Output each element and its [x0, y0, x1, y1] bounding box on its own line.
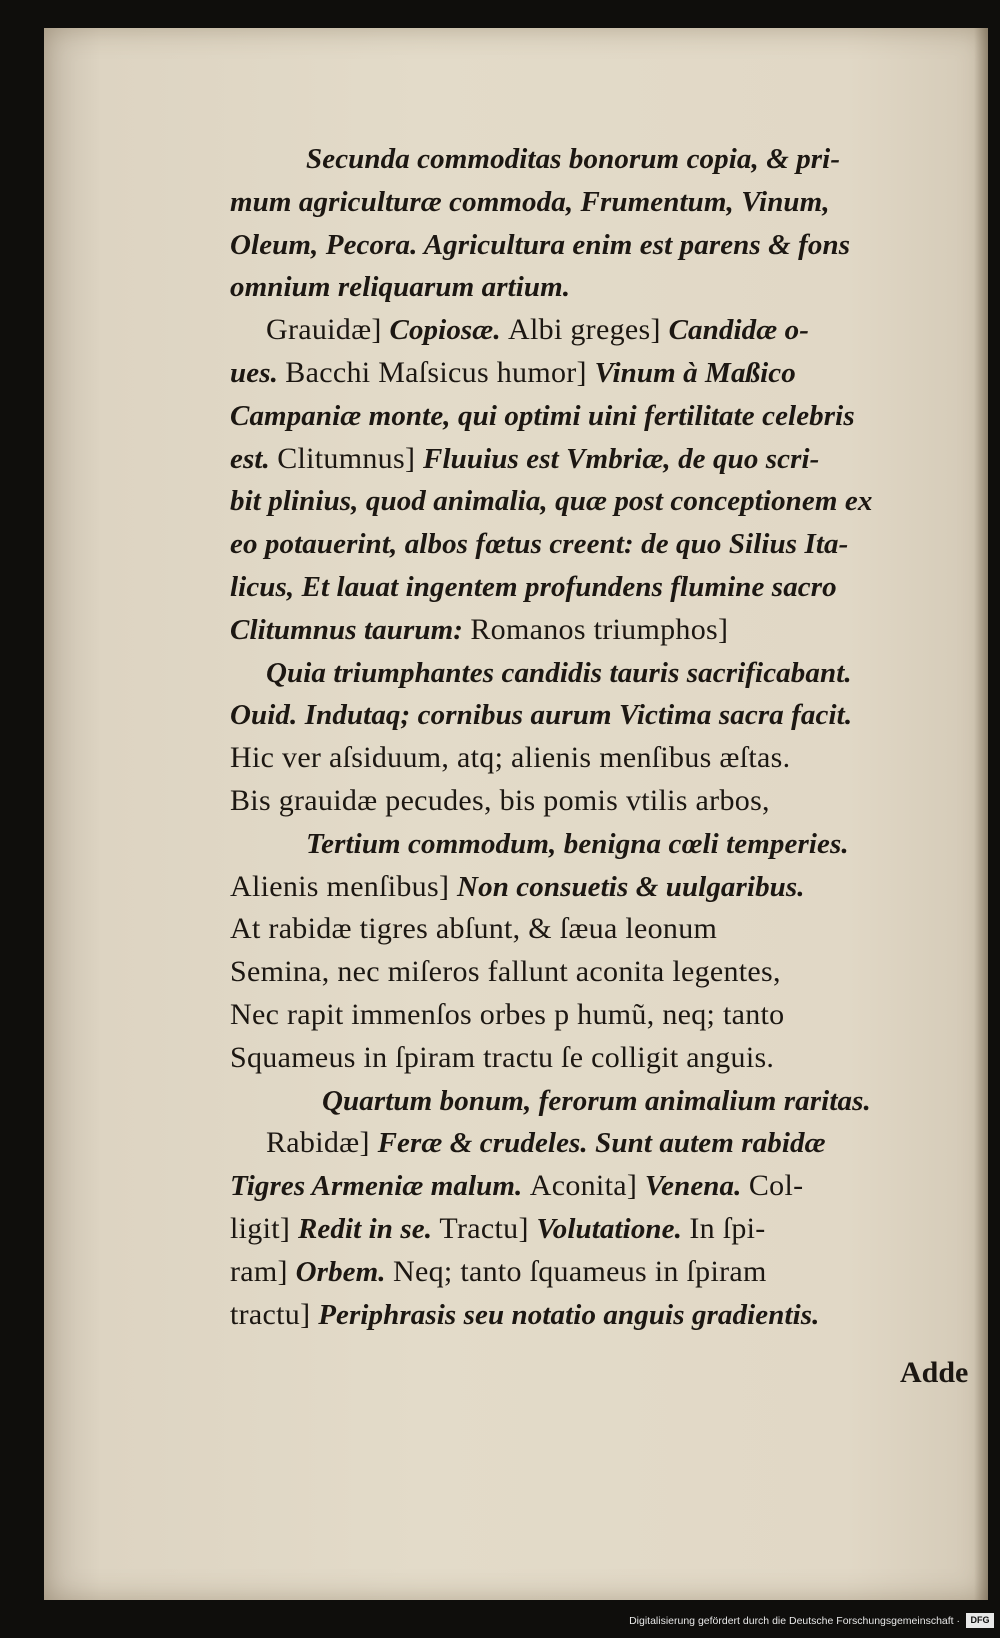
- text-line: [230, 1122, 950, 1165]
- italic-segment: licus, Et lauat ingentem profundens flumine sacro: [230, 570, 837, 603]
- text-line: [230, 266, 950, 309]
- italic-segment: Venena.: [644, 1170, 749, 1203]
- text-line: [230, 138, 950, 181]
- text-line: [230, 908, 950, 951]
- roman-segment: Rabidæ]: [266, 1126, 378, 1160]
- text-line: [230, 780, 950, 823]
- italic-segment: Ouid. Indutaq; cornibus aurum Victima sacra facit.: [230, 699, 853, 732]
- text-line: [230, 1294, 950, 1337]
- dfg-logo: DFG: [966, 1613, 994, 1628]
- text-line: [230, 224, 950, 267]
- italic-segment: mum agriculturæ commoda, Frumentum, Vinum,: [230, 185, 830, 218]
- roman-segment: In ſpi-: [689, 1211, 766, 1245]
- italic-segment: Volutatione.: [536, 1212, 690, 1245]
- roman-segment: At rabidæ tigres abſunt, & ſæua leonum: [230, 912, 718, 946]
- text-line: [230, 737, 950, 780]
- italic-segment: Periphrasis seu notatio anguis gradientis.: [318, 1298, 820, 1331]
- italic-segment: Candidæ o-: [668, 314, 809, 347]
- text-line: [230, 1165, 950, 1208]
- roman-segment: ligit]: [230, 1211, 298, 1245]
- italic-segment: Feræ & crudeles. Sunt autem rabidæ: [377, 1127, 826, 1160]
- italic-segment: Copiosæ.: [389, 314, 509, 347]
- italic-segment: Secunda commoditas bonorum copia, & pri-: [306, 143, 841, 175]
- roman-segment: Aconita]: [529, 1169, 645, 1203]
- roman-segment: Bis grauidæ pecudes, bis pomis vtilis arbos,: [230, 783, 770, 817]
- italic-segment: Quia triumphantes candidis tauris sacrificabant.: [266, 656, 852, 689]
- text-line: [230, 823, 950, 866]
- italic-segment: Clitumnus taurum:: [230, 613, 471, 646]
- italic-segment: eo potauerint, albos fœtus creent: de quo Silius Ita-: [230, 528, 849, 561]
- roman-segment: Semina, nec miſeros fallunt aconita legentes,: [230, 955, 781, 989]
- book-page: [44, 28, 988, 1600]
- text-line: [230, 951, 950, 994]
- roman-segment: Col-: [748, 1169, 804, 1203]
- text-line: [230, 694, 950, 737]
- roman-segment: Hic ver aſsiduum, atq; alienis menſibus æſtas.: [230, 741, 791, 775]
- text-line: [230, 309, 950, 352]
- italic-segment: Orbem.: [295, 1255, 393, 1288]
- text-line: [230, 1251, 950, 1294]
- roman-segment: tractu]: [230, 1297, 319, 1331]
- text-line: [230, 994, 950, 1037]
- italic-segment: Fluuius est Vmbriæ, de quo scri-: [423, 442, 820, 475]
- text-line: [230, 181, 950, 224]
- digitization-footer: [0, 1606, 1000, 1638]
- text-line: [230, 1208, 950, 1251]
- italic-segment: bit plinius, quod animalia, quæ post conceptionem ex: [230, 485, 873, 518]
- italic-segment: Redit in se.: [297, 1212, 440, 1245]
- italic-segment: Campaniæ monte, qui optimi uini fertilitate celebris: [230, 399, 855, 432]
- text-line: [230, 1080, 950, 1123]
- catchword: Adde: [900, 1356, 969, 1389]
- roman-segment: Romanos triumphos]: [470, 612, 729, 646]
- roman-segment: ram]: [230, 1254, 296, 1288]
- text-line: [230, 480, 950, 523]
- commentary-text-block: [230, 138, 950, 1336]
- italic-segment: Oleum, Pecora. Agricultura enim est parens & fons: [230, 228, 851, 261]
- italic-segment: omnium reliquarum artium.: [230, 271, 571, 304]
- italic-segment: Tertium commodum, benigna cœli temperies.: [306, 827, 849, 860]
- text-line: [230, 1037, 950, 1080]
- text-line: [230, 352, 950, 395]
- italic-segment: Vinum à Maßico: [594, 356, 796, 389]
- italic-segment: Quartum bonum, ferorum animalium raritas.: [322, 1084, 871, 1117]
- roman-segment: Albi greges]: [508, 313, 669, 347]
- text-line: [230, 609, 950, 652]
- text-line: [230, 566, 950, 609]
- text-line: [230, 438, 950, 481]
- roman-segment: Bacchi Maſsicus humor]: [285, 355, 595, 389]
- roman-segment: Grauidæ]: [266, 313, 390, 347]
- roman-segment: Tractu]: [439, 1211, 537, 1245]
- text-line: [230, 523, 950, 566]
- page-edge-shadow: [974, 28, 988, 1600]
- italic-segment: Non consuetis & uulgaribus.: [457, 870, 805, 903]
- roman-segment: Nec rapit immenſos orbes p humũ, neq; tanto: [230, 997, 785, 1031]
- roman-segment: Clitumnus]: [277, 441, 424, 475]
- footer-credit-text: Digitalisierung gefördert durch die Deutsche Forschungsgemeinschaft ·: [629, 1615, 960, 1627]
- text-line: [230, 866, 950, 909]
- text-line: [230, 395, 950, 438]
- roman-segment: Neq; tanto ſquameus in ſpiram: [393, 1254, 767, 1288]
- roman-segment: Squameus in ſpiram tractu ſe colligit anguis.: [230, 1040, 775, 1074]
- text-line: [230, 652, 950, 695]
- italic-segment: Tigres Armeniæ malum.: [230, 1170, 530, 1203]
- italic-segment: ues.: [230, 356, 286, 389]
- roman-segment: Alienis menſibus]: [230, 869, 458, 903]
- italic-segment: est.: [230, 442, 278, 475]
